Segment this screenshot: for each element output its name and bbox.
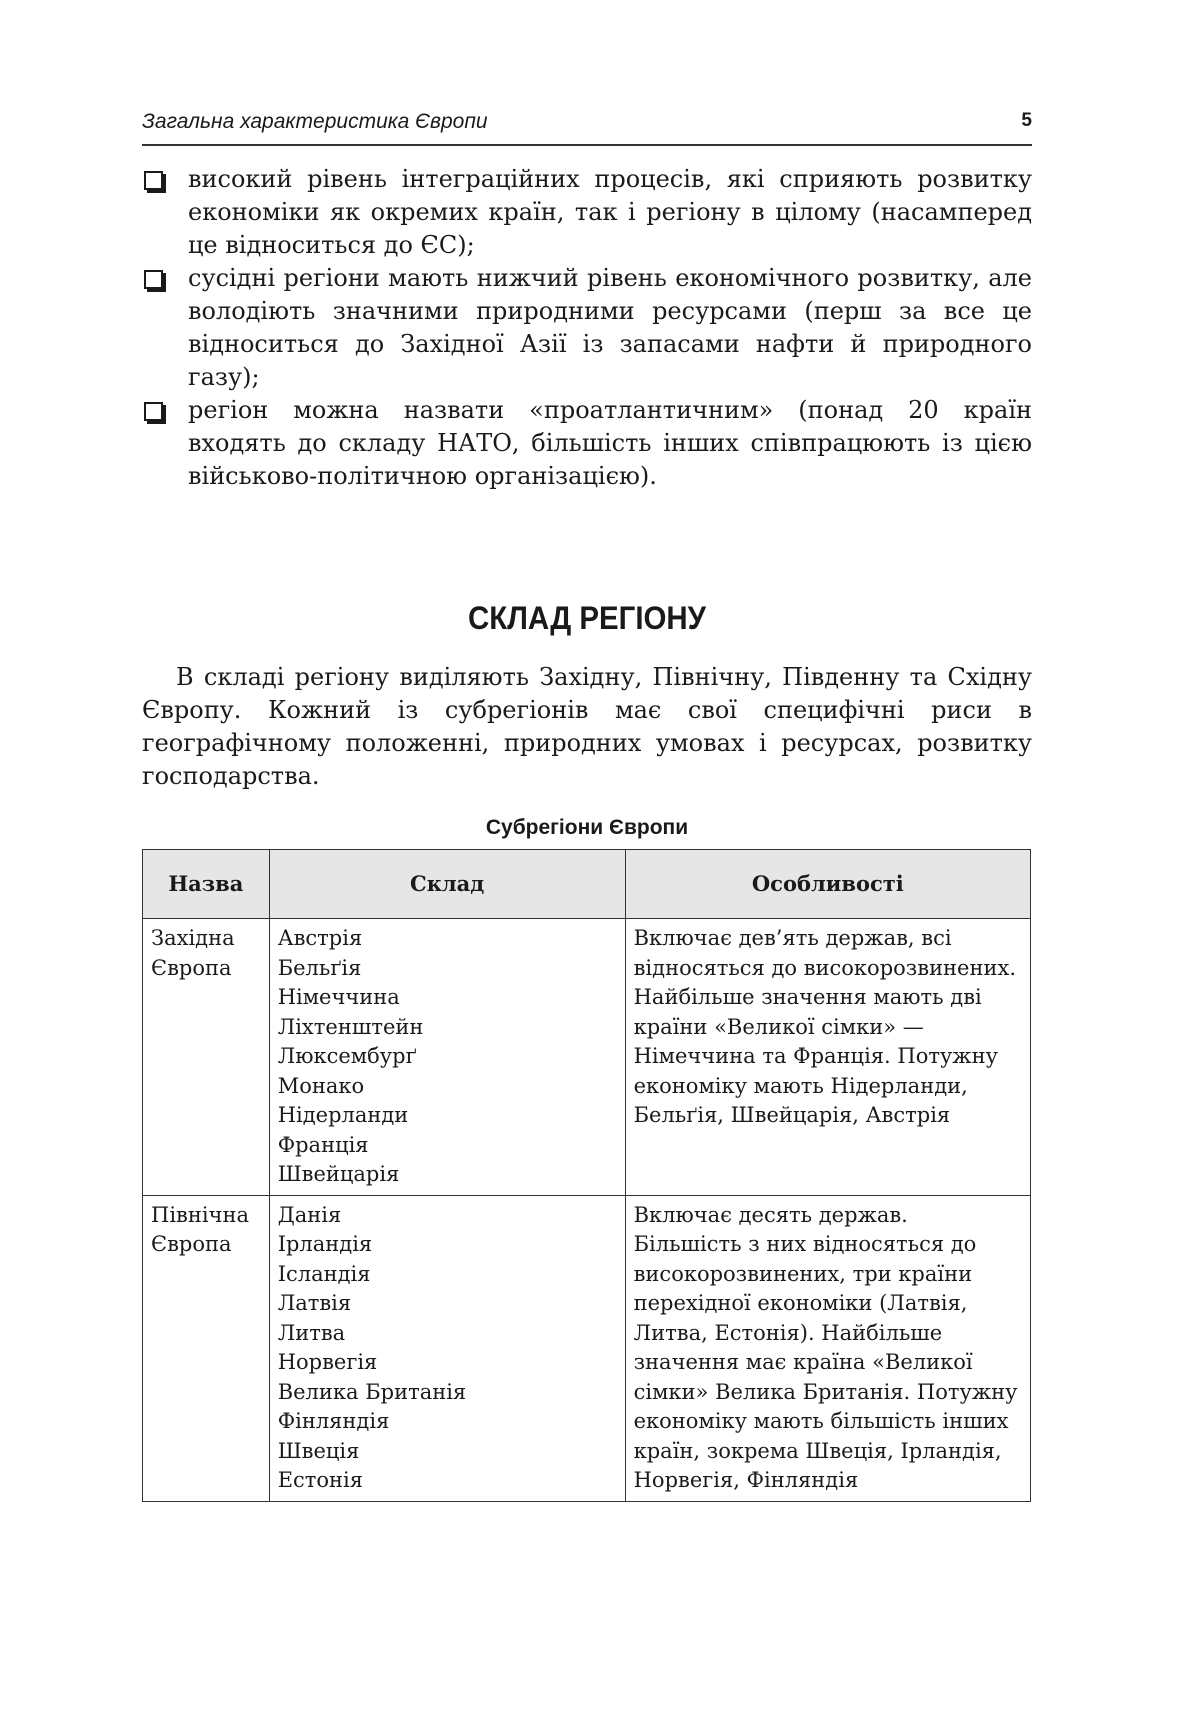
bullet-item: високий рівень інтеграційних процесів, які сприяють розвитку економіки як окремих країн, так і регіону в цілому (насамперед це відноситься до ЄС); — [142, 163, 1032, 262]
country: Естонія — [277, 1468, 363, 1492]
country: Франція — [277, 1132, 369, 1157]
country: Фінляндія — [277, 1409, 390, 1433]
header-features: Особливості — [625, 850, 1030, 919]
country: Норвегія — [277, 1350, 378, 1374]
country: Нідерланди — [277, 1103, 409, 1127]
country: Люксембурґ — [277, 1044, 417, 1068]
page-number: 5 — [1021, 110, 1032, 131]
region-name: Північна Європа — [143, 1195, 270, 1501]
table-row — [143, 919, 1031, 1196]
subregions-table — [142, 849, 1031, 1502]
region-features: Включає дев’ять держав, всі відносяться до високорозвинених. Найбільше значення мають дві країни «Великої сімки» — Німеччина та Франція. Потужну економіку мають Нідерланди, Бельґія, Швейцарія, Австрія — [625, 919, 1030, 1196]
country: Ліхтенштейн — [277, 1014, 424, 1039]
header-name: Назва — [143, 850, 270, 919]
country: Швейцарія — [277, 1162, 400, 1186]
running-title: Загальна характеристика Європи — [142, 110, 488, 133]
table-header-row — [143, 850, 1031, 919]
table-row — [143, 1195, 1031, 1501]
section-title: СКЛАД РЕГІОНУ — [467, 600, 706, 636]
bullet-list — [142, 163, 1032, 493]
country: Велика Британія — [277, 1379, 467, 1404]
checkbox-bullet-icon — [144, 171, 163, 190]
checkbox-bullet-icon — [144, 270, 163, 289]
country: Швеція — [277, 1438, 360, 1463]
country: Бельґія — [277, 955, 362, 980]
section-intro: В складі регіону виділяють Західну, Північну, Південну та Східну Європу. Кожний із субрегіонів має свої специфічні риси в географічному положенні, природних умовах і ресурсах, розвитку господарства. — [142, 663, 1032, 790]
country: Ісландія — [277, 1261, 371, 1286]
running-header — [142, 108, 1032, 146]
country: Монако — [277, 1073, 365, 1098]
table-caption: Субрегіони Європи — [485, 816, 689, 839]
region-countries — [269, 1195, 625, 1501]
region-features: Включає десять держав. Більшість з них відносяться до високорозвинених, три країни перехідної економіки (Латвія, Литва, Естонія). Найбільше значення має країна «Великої сімки» Велика Британія. Потужну економіку мають більшість інших країн, зокрема Швеція, Ірландія, Норвегія, Фінляндія — [625, 1195, 1030, 1501]
header-composition: Склад — [269, 850, 625, 919]
country: Австрія — [277, 926, 363, 950]
checkbox-bullet-icon — [144, 402, 163, 421]
country: Данія — [277, 1202, 342, 1227]
bullet-item: регіон можна назвати «проатлантичним» (понад 20 країн входять до складу НАТО, більшість інших співпрацюють із цією військово-політичною організацією). — [142, 394, 1032, 493]
bullet-item: сусідні регіони мають нижчий рівень економічного розвитку, але володіють значними природними ресурсами (перш за все це відноситься до Західної Азії із запасами нафти й природного газу); — [142, 262, 1032, 394]
country: Латвія — [277, 1291, 352, 1315]
region-countries — [269, 919, 625, 1196]
region-name: Західна Європа — [143, 919, 270, 1196]
country: Литва — [277, 1320, 346, 1345]
country: Ірландія — [277, 1232, 373, 1256]
country: Німеччина — [277, 985, 400, 1009]
